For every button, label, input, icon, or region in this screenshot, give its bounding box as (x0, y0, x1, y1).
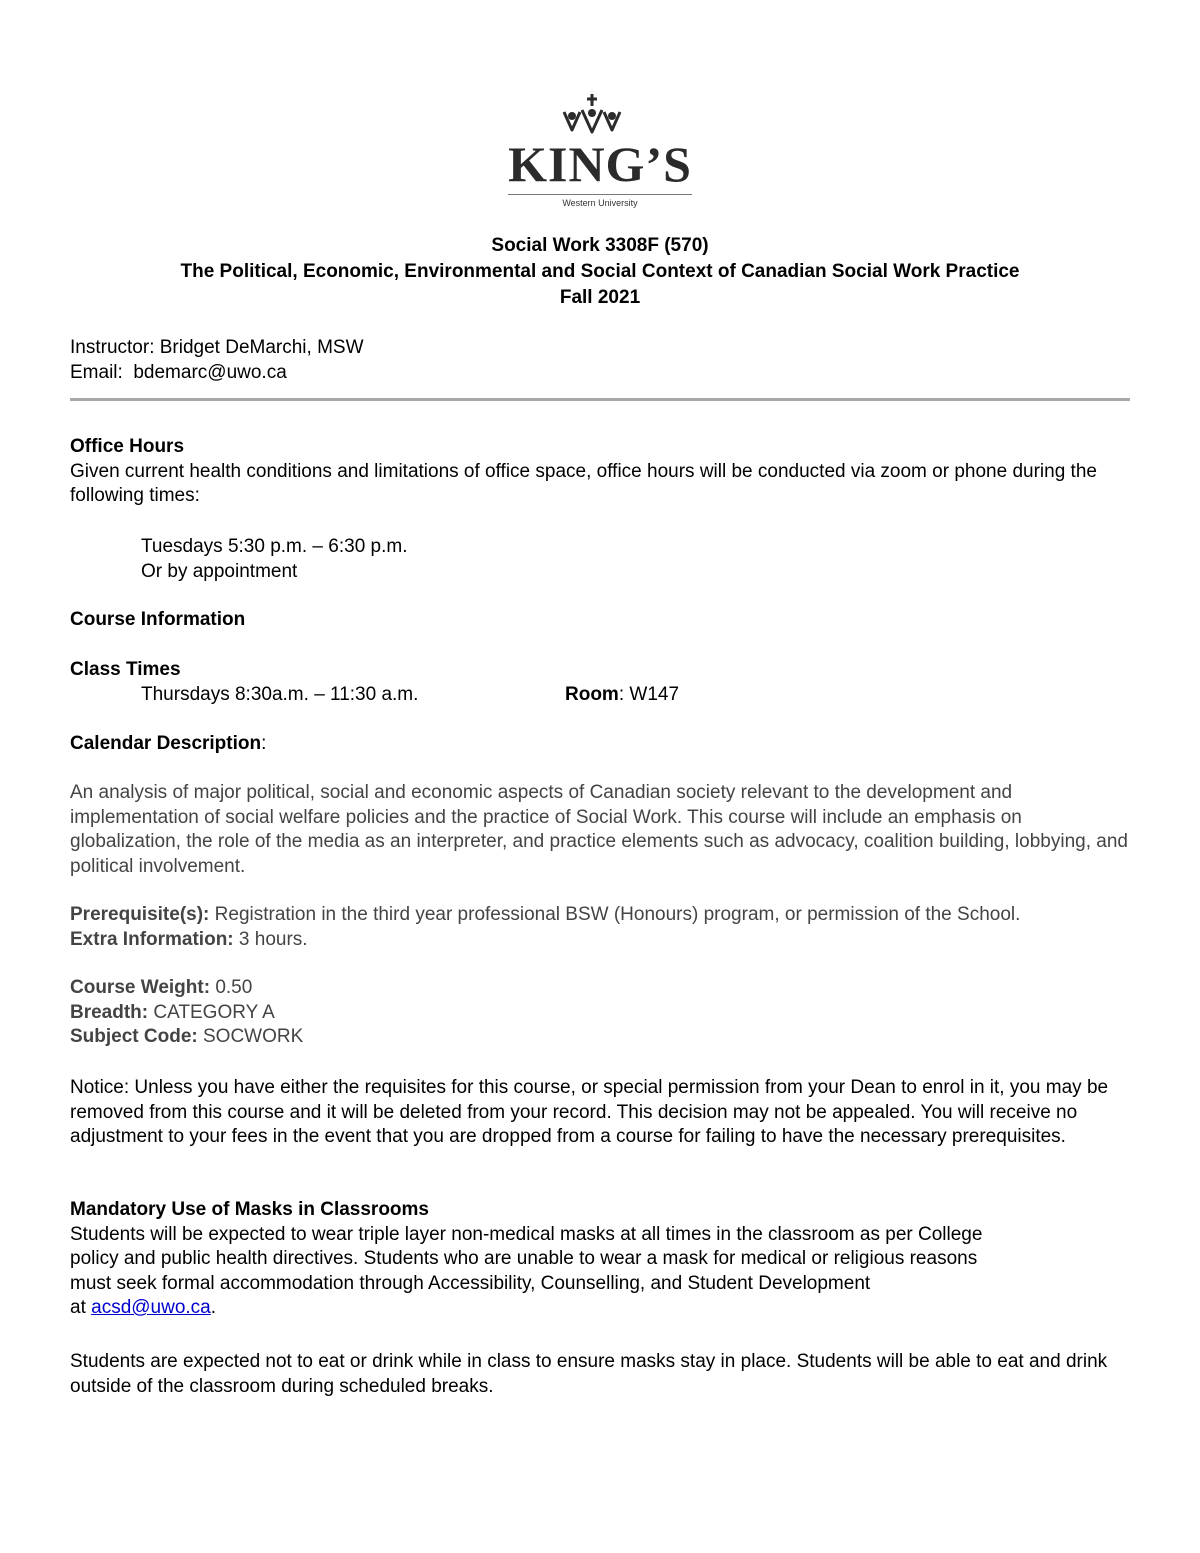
course-code: Social Work 3308F (570) (491, 235, 709, 256)
kings-logo (500, 92, 700, 214)
subject-code-value: SOCWORK (197, 1026, 304, 1047)
extra-info-label: Extra Information: (70, 928, 234, 950)
calendar-heading-colon: : (261, 733, 267, 754)
breadth-value: CATEGORY A (148, 1001, 275, 1023)
masks-contact-line (70, 1296, 1130, 1321)
notice-text: Notice: Unless you have either the requisites for this course, or special permission from your Dean to enrol in it, you may be removed from this course and it will be deleted from your record. This decision may not be appealed. You will receive no adjustment to your fees in the event that you are dropped from a course for failing to have the necessary prerequisites. (70, 1077, 1109, 1147)
office-hours-alt: Or by appointment (141, 560, 298, 582)
logo-wordmark: KING’S (508, 136, 692, 192)
acsd-email-link[interactable]: acsd@uwo.ca (91, 1297, 211, 1318)
crown-icon (562, 92, 638, 138)
subject-code-label: Subject Code: (70, 1026, 198, 1047)
eating-policy-text: Students are expected not to eat or drink while in class to ensure masks stay in place. Students will be able to eat and drink outside of the classroom during scheduled breaks. (70, 1351, 1108, 1397)
calendar-heading: Calendar Description (70, 733, 262, 754)
extra-info-value: 3 hours. (233, 928, 308, 950)
office-hours-heading: Office Hours (70, 436, 185, 457)
header-divider (70, 398, 1130, 401)
class-times-value: Thursdays 8:30a.m. – 11:30 a.m. (141, 684, 419, 705)
requisites-block (70, 903, 1130, 952)
masks-heading: Mandatory Use of Masks in Classrooms (70, 1199, 429, 1220)
logo-subtitle: Western University (562, 198, 638, 208)
breadth-label: Breadth: (70, 1001, 149, 1023)
class-times-heading: Class Times (70, 659, 181, 680)
calendar-description: An analysis of major political, social and economic aspects of Canadian society relevant to the development and implementation of social welfare policies and the practice of Social Work. This course will include an emphasis on globalization, the role of the media as an interpreter, and practice elements such as advocacy, coalition building, lobbying, and political involvement. (70, 782, 1128, 877)
course-header (60, 233, 1140, 311)
masks-text-line-3: must seek formal accommodation through Accessibility, Counselling, and Student Development (70, 1272, 871, 1294)
instructor-email-line (70, 361, 1130, 386)
prerequisite-label: Prerequisite(s): (70, 904, 210, 925)
masks-at: at (70, 1297, 92, 1318)
course-information-heading: Course Information (70, 609, 246, 630)
course-meta-block (70, 976, 1130, 1050)
instructor-email: bdemarc@uwo.ca (133, 361, 287, 383)
class-room (565, 683, 865, 708)
masks-text-line-2: policy and public health directives. Students who are unable to wear a mask for medical or religious reasons (70, 1248, 978, 1269)
masks-section (70, 1198, 1130, 1321)
masks-period: . (210, 1297, 217, 1318)
subject-code-line (70, 1025, 1130, 1050)
instructor-block (70, 336, 1130, 385)
prerequisite-line (70, 903, 1130, 928)
course-weight-value: 0.50 (210, 977, 253, 998)
course-weight-line (70, 976, 1130, 1001)
course-title: The Political, Economic, Environmental and Social Context of Canadian Social Work Practice (180, 261, 1020, 282)
instructor-name: Instructor: Bridget DeMarchi, MSW (70, 337, 364, 358)
breadth-line (70, 1001, 1130, 1026)
prerequisite-value: Registration in the third year professional BSW (Honours) program, or permission of the School. (209, 904, 1021, 925)
masks-text-line-1: Students will be expected to wear triple layer non-medical masks at all times in the classroom as per College (70, 1223, 983, 1245)
calendar-heading-line (70, 732, 1130, 757)
office-hours-text: Given current health conditions and limitations of office space, office hours will be conducted via zoom or phone during the following times: (70, 460, 1097, 506)
course-weight-label: Course Weight: (70, 977, 211, 998)
room-value: : W147 (618, 684, 680, 705)
email-label: Email: (70, 361, 123, 383)
office-hours-section (70, 435, 1130, 509)
extra-info-line (70, 928, 1130, 953)
room-label: Room (565, 684, 619, 705)
logo-divider (508, 194, 692, 195)
office-hours-time: Tuesdays 5:30 p.m. – 6:30 p.m. (141, 536, 408, 557)
office-hours-times (141, 535, 1200, 584)
course-term: Fall 2021 (559, 287, 641, 308)
